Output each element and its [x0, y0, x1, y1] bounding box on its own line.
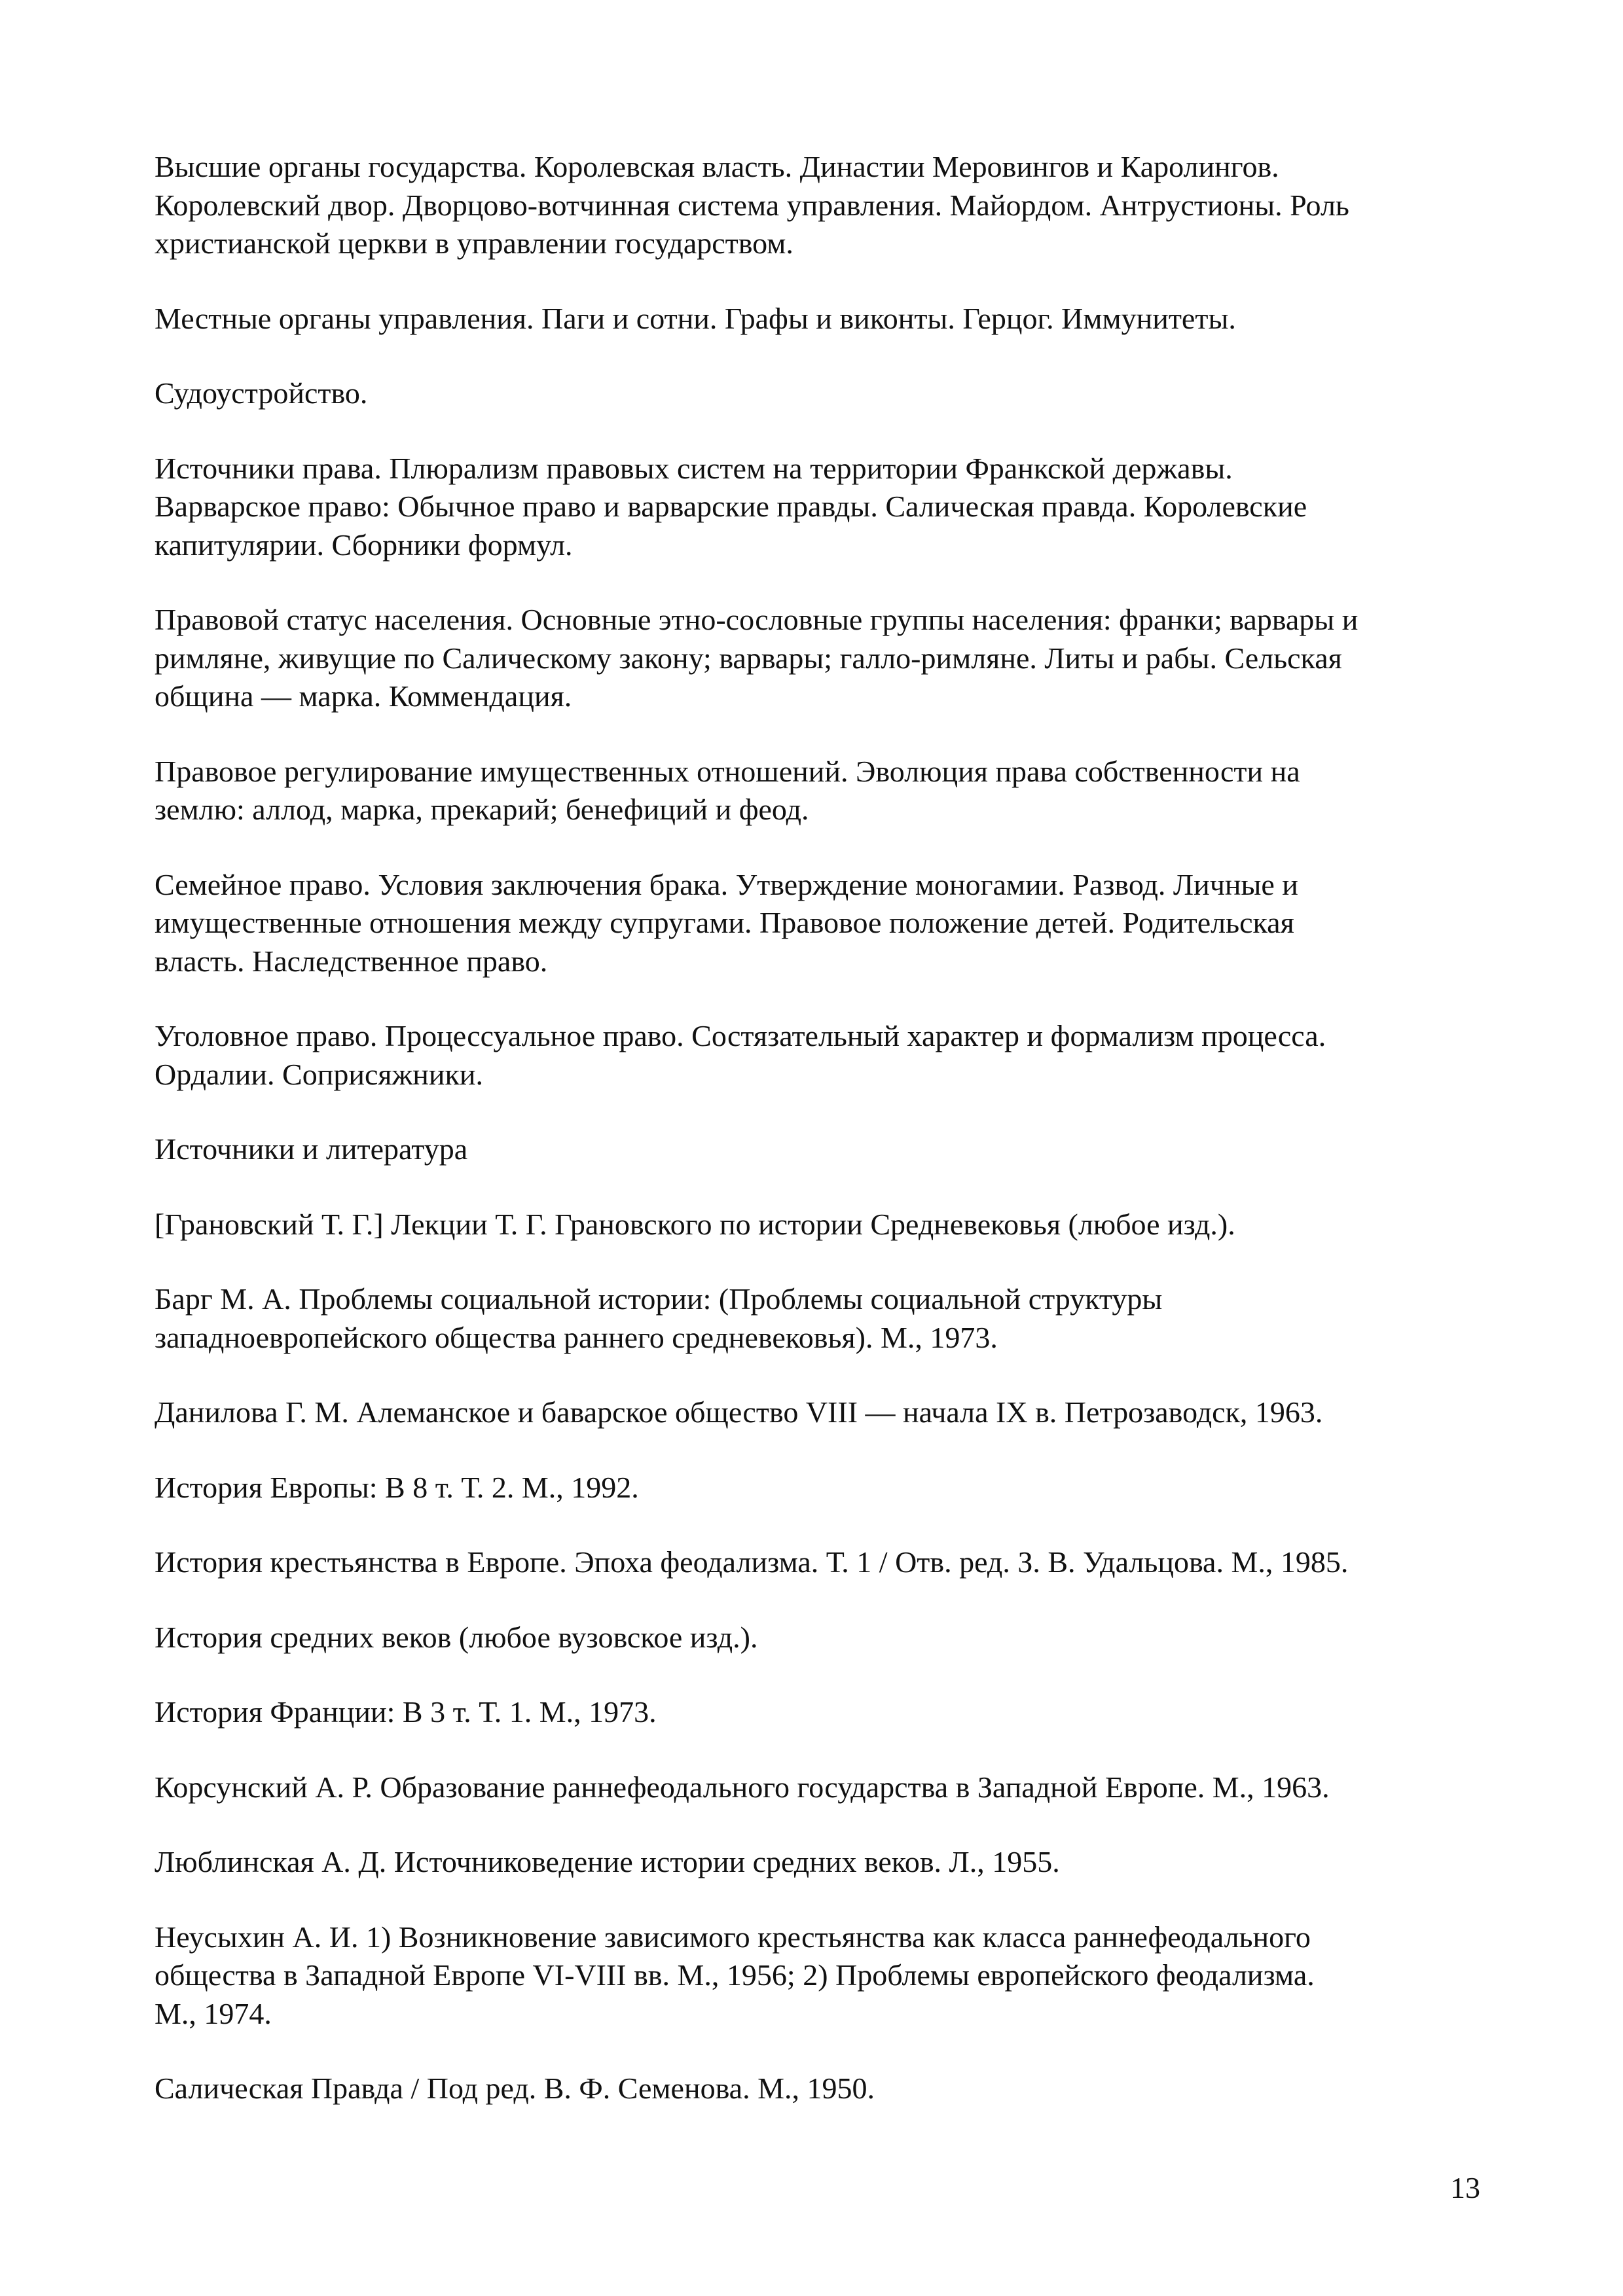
paragraph-higher-organs: Высшие органы государства. Королевская власть. Династии Меровингов и Каролингов. Королевский двор. Дворцово-вотчинная система управления. Майордом. Антрустионы. Роль христианской церкви в управлении государством. [155, 150, 1349, 260]
paragraph-legal-status: Правовой статус населения. Основные этно-сословные группы населения: франки; варвары и римляне, живущие по Салическому закону; варвары; галло-римляне. Литы и рабы. Сельская община — марка. Коммендация. [155, 603, 1359, 713]
page-content [155, 148, 1490, 2145]
reference-item: Данилова Г. М. Алеманское и баварское общество VIII — начала IX в. Петрозаводск, 1963. [155, 1395, 1323, 1429]
reference-item: Корсунский А. Р. Образование раннефеодального государства в Западной Европе. М., 1963. [155, 1770, 1330, 1804]
reference-item: Неусыхин А. И. 1) Возникновение зависимого крестьянства как класса раннефеодального общества в Западной Европе VI-VIII вв. М., 1956; 2) Проблемы европейского феодализма. М., 1974. [155, 1920, 1315, 2030]
page-number: 13 [1450, 2171, 1480, 2204]
paragraph-criminal-law: Уголовное право. Процессуальное право. Состязательный характер и формализм процесса. Ордалии. Соприсяжники. [155, 1019, 1326, 1091]
reference-item: Барг М. А. Проблемы социальной истории: (Проблемы социальной структуры западноевропейского общества раннего средневековья). М., 1973. [155, 1282, 1163, 1354]
reference-item: Люблинская А. Д. Источниковедение истории средних веков. Л., 1955. [155, 1845, 1060, 1878]
sources-heading: Источники и литература [155, 1132, 468, 1166]
paragraph-property-law: Правовое регулирование имущественных отношений. Эволюция права собственности на землю: аллод, марка, прекарий; бенефиций и феод. [155, 754, 1300, 826]
reference-item: [Грановский Т. Г.] Лекции Т. Г. Грановского по истории Средневековья (любое изд.). [155, 1207, 1235, 1241]
paragraph-local-organs: Местные органы управления. Паги и сотни. Графы и виконты. Герцог. Иммунитеты. [155, 301, 1236, 335]
reference-item: История средних веков (любое вузовское изд.). [155, 1620, 758, 1654]
reference-item: Салическая Правда / Под ред. В. Ф. Семенова. М., 1950. [155, 2072, 875, 2105]
reference-item: История Франции: В 3 т. Т. 1. М., 1973. [155, 1695, 657, 1729]
reference-item: История Европы: В 8 т. Т. 2. М., 1992. [155, 1470, 639, 1504]
paragraph-judiciary: Судоустройство. [155, 376, 368, 410]
paragraph-family-law: Семейное право. Условия заключения брака. Утверждение моногамии. Развод. Личные и имущественные отношения между супругами. Правовое положение детей. Родительская власть. Наследственное право. [155, 867, 1298, 978]
reference-item: История крестьянства в Европе. Эпоха феодализма. Т. 1 / Отв. ред. З. В. Удальцова. М., 1985. [155, 1545, 1349, 1579]
paragraph-sources-of-law: Источники права. Плюрализм правовых систем на территории Франкской державы. Варварское право: Обычное право и варварские правды. Салическая правда. Королевские капитулярии. Сборники формул. [155, 451, 1307, 562]
